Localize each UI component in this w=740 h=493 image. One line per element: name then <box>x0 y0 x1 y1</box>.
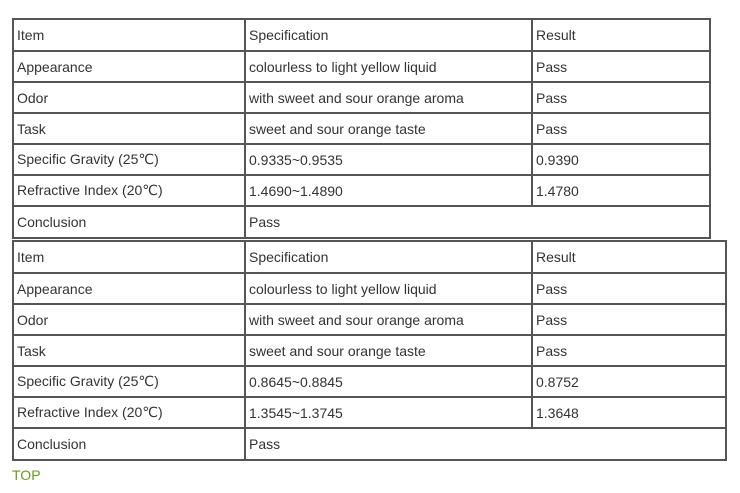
cell-item: Refractive Index (20℃) <box>13 175 245 206</box>
cell-specification: 0.9335~0.9535 <box>245 144 532 175</box>
cell-specification: colourless to light yellow liquid <box>245 273 532 304</box>
cell-item: Refractive Index (20℃) <box>13 397 245 428</box>
conclusion-label: Conclusion <box>13 206 245 238</box>
cell-specification: 1.4690~1.4890 <box>245 175 532 206</box>
table-row <box>13 144 710 175</box>
conclusion-value: Pass <box>245 428 726 460</box>
cell-specification: 1.3545~1.3745 <box>245 397 532 428</box>
conclusion-row <box>13 428 726 460</box>
table-row <box>13 397 726 428</box>
cell-result: Pass <box>532 82 710 113</box>
table-row <box>13 304 726 335</box>
header-result: Result <box>532 19 710 51</box>
cell-specification: colourless to light yellow liquid <box>245 51 532 82</box>
spec-table-2 <box>12 240 727 461</box>
header-specification: Specification <box>245 19 532 51</box>
cell-result: Pass <box>532 113 710 144</box>
conclusion-label: Conclusion <box>13 428 245 460</box>
cell-specification: with sweet and sour orange aroma <box>245 82 532 113</box>
cell-result: 0.9390 <box>532 144 710 175</box>
cell-result: 1.3648 <box>532 397 726 428</box>
conclusion-value: Pass <box>245 206 710 238</box>
header-item: Item <box>13 19 245 51</box>
table-row <box>13 113 710 144</box>
table-header-row <box>13 19 710 51</box>
cell-specification: sweet and sour orange taste <box>245 335 532 366</box>
table-row <box>13 335 726 366</box>
conclusion-row <box>13 206 710 238</box>
cell-result: Pass <box>532 51 710 82</box>
cell-item: Task <box>13 113 245 144</box>
table-row <box>13 51 710 82</box>
table-row <box>13 82 710 113</box>
cell-item: Specific Gravity (25℃) <box>13 366 245 397</box>
cell-item: Appearance <box>13 51 245 82</box>
spec-table-1 <box>12 18 711 239</box>
cell-specification: 0.8645~0.8845 <box>245 366 532 397</box>
table-row <box>13 366 726 397</box>
cell-item: Appearance <box>13 273 245 304</box>
table-row <box>13 273 726 304</box>
table-row <box>13 175 710 206</box>
cell-result: Pass <box>532 304 726 335</box>
cell-specification: with sweet and sour orange aroma <box>245 304 532 335</box>
header-specification: Specification <box>245 241 532 273</box>
header-result: Result <box>532 241 726 273</box>
cell-item: Task <box>13 335 245 366</box>
top-link[interactable]: TOP <box>12 467 41 483</box>
cell-result: Pass <box>532 273 726 304</box>
cell-specification: sweet and sour orange taste <box>245 113 532 144</box>
cell-result: 0.8752 <box>532 366 726 397</box>
header-item: Item <box>13 241 245 273</box>
table-header-row <box>13 241 726 273</box>
cell-item: Specific Gravity (25℃) <box>13 144 245 175</box>
cell-item: Odor <box>13 304 245 335</box>
cell-result: 1.4780 <box>532 175 710 206</box>
cell-item: Odor <box>13 82 245 113</box>
cell-result: Pass <box>532 335 726 366</box>
